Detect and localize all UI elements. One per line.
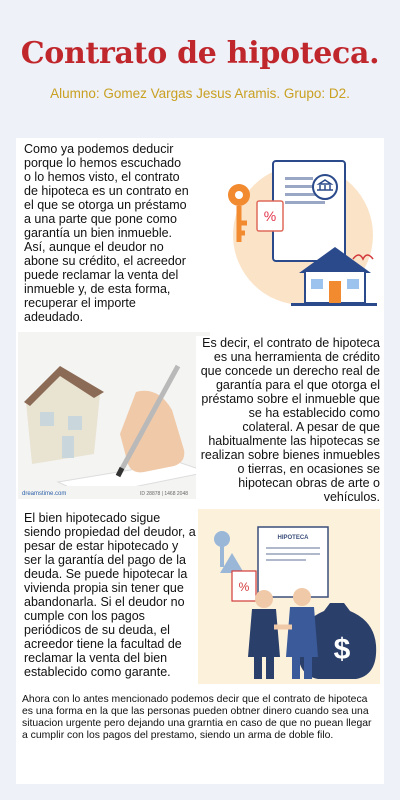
header	[16, 14, 384, 140]
person-left-leg	[254, 657, 262, 679]
document-line	[266, 553, 320, 555]
percent-icon: %	[263, 208, 277, 224]
key-icon	[214, 531, 230, 547]
photo-caption-left: dreamstime.com	[22, 491, 67, 497]
person-right-body	[286, 607, 318, 657]
contract-icon	[273, 161, 345, 261]
paragraph-definition: Es decir, el contrato de hipoteca es una herramienta de crédito que concede un derecho real de garantía para el que otorga el préstamo sobre el inmueble que se ha establecido como colateral. A pesar de que habitualmente las hipotecas se realizan sobre bienes inmuebles o tierras, en ocasiones se hipotecan obras de arte o vehículos.	[196, 336, 380, 504]
dollar-icon: $	[333, 633, 351, 666]
document-line	[266, 547, 320, 549]
house-model-window	[68, 416, 82, 430]
paragraph-ownership: El bien hipotecado sigue siendo propiedad del deudor, a pesar de estar hipotecado y ser la garantía del pago de la deuda. Se puede hipotecar la vivienda propia sin tener que abandonarla. Si el deudor no cumple con los pagos periódicos de su deuda, el acreedor tiene la facultad de reclamar la venta del bien establecido como garante.	[24, 511, 196, 679]
document-line	[266, 559, 306, 561]
person-right-leg	[292, 657, 300, 679]
handshake-money-svg	[198, 509, 380, 684]
contract-line	[285, 201, 325, 204]
ground-line	[291, 303, 377, 306]
house-model-door	[62, 436, 74, 458]
house-window	[347, 279, 359, 289]
page-subtitle: Alumno: Gomez Vargas Jesus Aramis. Grupo: D2.	[50, 86, 350, 101]
house-door	[329, 281, 341, 303]
person-left-body	[248, 609, 280, 657]
person-right-head	[293, 588, 311, 606]
person-left-head	[255, 590, 273, 608]
paragraph-conclusion: Ahora con lo antes mencionado podemos decir que el contrato de hipoteca es una forma en la que las personas pueden obtner dinero cuando sea una situacion urgente pero dejando una grarntia en caso de que no puean llegar a cumplir con los pagos del prestamo, siendo un arma de doble filo.	[22, 694, 372, 741]
page-title: Contrato de hipoteca.	[20, 36, 380, 71]
house-signing-photo	[18, 332, 210, 499]
percent-icon: %	[238, 580, 250, 594]
house-signing-svg	[18, 332, 210, 499]
house-window	[311, 279, 323, 289]
person-left-leg	[266, 657, 274, 679]
mortgage-contract-illustration	[203, 143, 381, 318]
key-shaft	[220, 545, 224, 567]
contract-line	[285, 177, 313, 180]
mortgage-contract-svg	[203, 143, 381, 318]
handshake-money-illustration	[198, 509, 380, 684]
person-right-leg	[304, 657, 312, 679]
paragraph-intro: Como ya podemos deducir porque lo hemos escuchado o lo hemos visto, el contrato de hipoteca es un contrato en el que se otorga un préstamo a una parte que pone como garantía un bien inmueble. Así, aunque el deudor no abone su crédito, el acreedor puede reclamar la venta del inmueble y, de esta forma, recuperar el importe adeudado.	[24, 142, 189, 324]
house-model-window	[40, 412, 54, 426]
key-hole	[235, 191, 243, 199]
photo-caption-right: ID 28878 | 1468 2048	[140, 491, 189, 497]
document-label: HIPOTECA	[277, 535, 309, 541]
